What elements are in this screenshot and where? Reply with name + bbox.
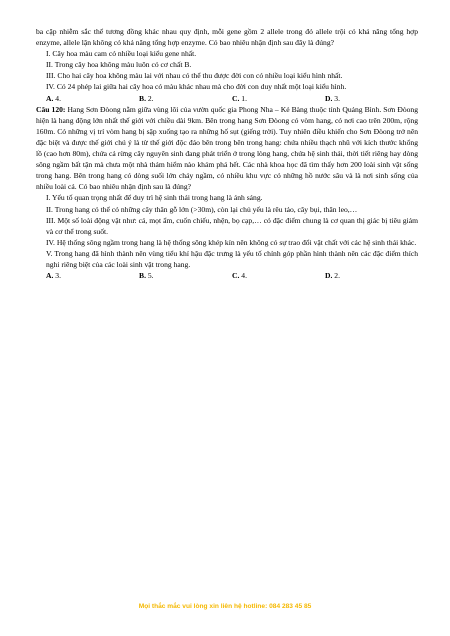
q120-statement-3: III. Một số loài động vật như: cá, mọt ẩm, cuốn chiếu, nhện, bọ cạp,… có đặc điểm chung là cơ quan thị giác bị tiêu giảm và cơ thể trong suốt. — [46, 215, 418, 236]
q119-answer-c: C. 1. — [232, 93, 247, 103]
q120-intro: Hang Sơn Đòong nằm giữa vùng lõi của vườn quốc gia Phong Nha – Kẻ Bàng thuộc tỉnh Quảng Bình. Sơn Đòong hiện là hang động lớn nhất thế giới với chiều dài 9km. Bên trong hang Sơn Đòong có vòm hang, có nơi cao trên 200m, rộng 160m. Có những vị trí vòm hang bị sập xuống tạo ra những hố sụt (giếng trời). Tuy nhiên điều khiến cho Sơn Đòong trở nên đặc biệt và được thế giới chú ý là từ thế giới độc đáo bên trong bên trong hang: chứa nhiều thạch nhũ với kích thước khổng lồ (cao hơn 80m), chứa cả rừng cây nguyên sinh đang phát triển ở trong lòng hang, chứa hệ sinh thái, thời tiết riêng hay dòng sông ngầm bất tận mà chưa một nhà thám hiểm nào khám phá hết. Các nhà khoa học đã tìm thấy hơn 200 loài sinh vật sống trong hang. Bên trong hang có dòng suối lớn chảy ngầm, có nhiều khu vực có những hồ nước sâu và là nơi sinh sống của nhiều loài cá. Có bao nhiêu nhận định sau là đúng? — [36, 104, 419, 192]
q120-statement-4: IV. Hệ thống sông ngầm trong hang là hệ thống sông khép kín nên không có sự trao đổi vật chất với các hệ sinh thái khác. — [46, 237, 417, 247]
q119-answers — [36, 93, 418, 104]
q120-statement-1: I. Yếu tố quan trọng nhất để duy trì hệ sinh thái trong hang là ánh sáng. — [46, 193, 263, 203]
q120-answer-a: A. 3. — [46, 271, 61, 281]
q120-statement-2: II. Trong hang có thể có những cây thân gỗ lớn (>30m), còn lại chủ yếu là rêu tảo, cây bụi, thân leo,… — [46, 204, 358, 214]
q120-answer-d: D. 2. — [325, 271, 340, 281]
q119-statement-1: I. Cây hoa màu cam có nhiều loại kiểu gene nhất. — [46, 49, 197, 59]
q119-statement-2: II. Trong cây hoa không màu luôn có cơ chất B. — [46, 60, 192, 70]
q119-intro: ba cặp nhiễm sắc thể tương đồng khác nhau quy định, mỗi gene gồm 2 allele trong đó allele trội có khả năng tổng hợp enzyme, allele lặn không có khả năng tổng hợp enzyme. Có bao nhiêu nhận định sau đây là đúng? — [36, 27, 418, 48]
q120-label: Câu 120: — [36, 104, 66, 114]
q120-paragraph — [36, 104, 418, 193]
q119-statement-4: IV. Có 24 phép lai giữa hai cây hoa có màu khác nhau mà cho đời con duy nhất một loại kiểu hình. — [46, 82, 347, 92]
q120-statement-5: V. Trong hang đã hình thành nên vùng tiểu khí hậu đặc trưng là yếu tố chính góp phần hình thành nên các đặc điểm thích nghi riêng biệt của các loài sinh vật trong hang. — [46, 248, 418, 269]
document-page — [36, 26, 418, 281]
q119-statement-3: III. Cho hai cây hoa không màu lai với nhau có thể thu được đời con có nhiều loại kiểu hình nhất. — [46, 71, 343, 81]
q119-answer-a: A. 4. — [46, 93, 61, 103]
q119-answer-b: B. 2. — [139, 93, 154, 103]
q119-answer-d: D. 3. — [325, 93, 340, 103]
q120-answers — [36, 270, 418, 281]
footer-hotline: Mọi thắc mắc vui lòng xin liên hệ hotline: 084 283 45 85 — [138, 603, 312, 610]
q120-answer-b: B. 5. — [139, 271, 154, 281]
q120-answer-c: C. 4. — [232, 271, 247, 281]
